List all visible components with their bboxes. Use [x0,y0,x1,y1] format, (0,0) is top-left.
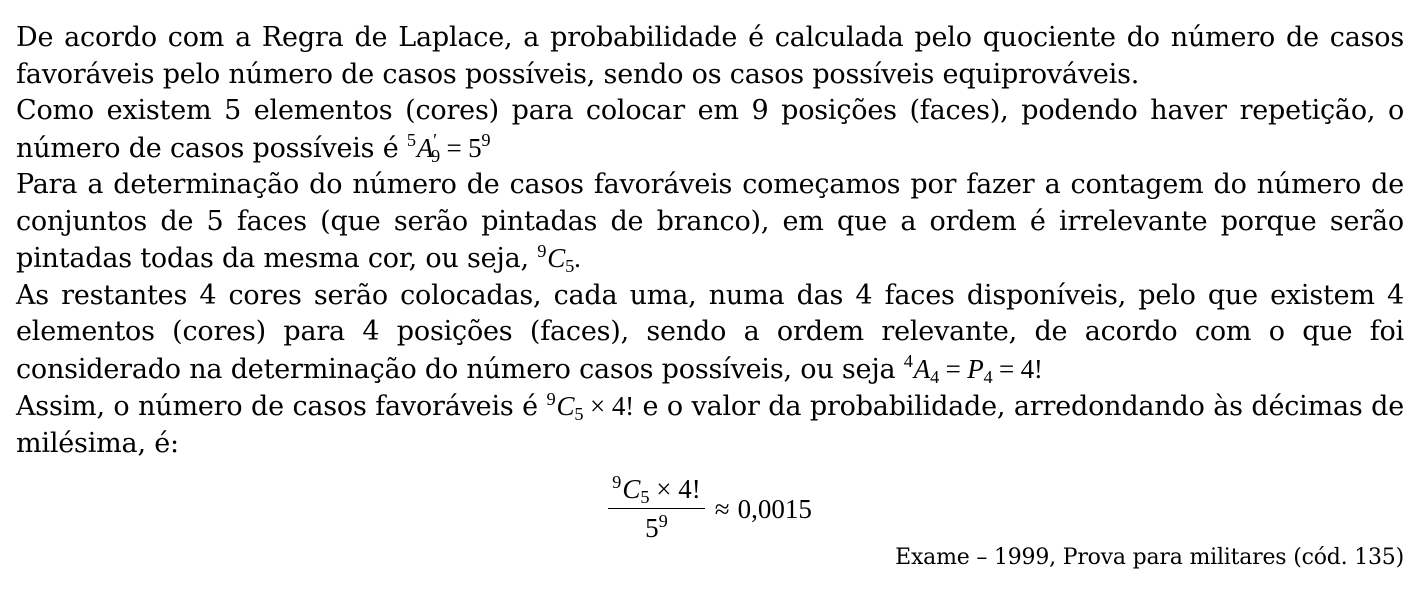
paragraph-laplace-rule: De acordo com a Regra de Laplace, a probabilidade é calculada pelo quociente do número de casos favoráveis pelo número de casos possíveis, sendo os casos possíveis equiprováveis. [16,22,1404,90]
possible-cases-text: Como existem 5 elementos (cores) para colocar em 9 posições (faces), podendo haver repetição, o número de casos possíveis é [16,95,1404,164]
approx-symbol: ≈ [714,493,730,524]
probability-fraction [608,471,705,545]
favorable-formula: $^9C_5 \times 4$! [546,388,634,425]
paragraph-remaining-colors [16,278,1404,389]
combination-formula: $^9C_5$. [537,240,581,277]
arrangement-formula: $^4A_4 = P_4 = 4$! [903,351,1043,387]
conclusion-text-a: Assim, o número de casos favoráveis é [16,391,538,422]
exam-source-citation: Exame – 1999, Prova para militares (cód. 135) [895,545,1404,570]
paragraph-probability-conclusion [16,388,1404,462]
probability-result-equation [16,466,1404,552]
fraction-denominator: $5^9$ [645,511,668,544]
fraction-numerator: $^9C_5 \times 4$! [612,471,701,507]
conclusion-text-b: e o valor da probabilidade, arredondando às décimas de milésima, é: [16,391,1404,459]
paragraph-favorable-combinations [16,167,1404,278]
remaining-colors-text: As restantes 4 cores serão colocadas, cada uma, numa das 4 faces disponíveis, pelo que existem 4 elementos (cores) para 4 posições (faces), sendo a ordem relevante, de acordo com o que foi considerado na determinação do número casos possíveis, ou seja [16,279,1404,385]
possible-cases-formula: $^5A'_9 = 5^9$ [406,130,491,166]
probability-value: 0,0015 [737,493,812,524]
favorable-combinations-text: Para a determinação do número de casos favoráveis começamos por fazer a contagem do número de conjuntos de 5 faces (que serão pintadas de branco), em que a ordem é irrelevante porque serão pintadas todas da mesma cor, ou seja, [16,169,1404,274]
paragraph-possible-cases [16,93,1404,167]
